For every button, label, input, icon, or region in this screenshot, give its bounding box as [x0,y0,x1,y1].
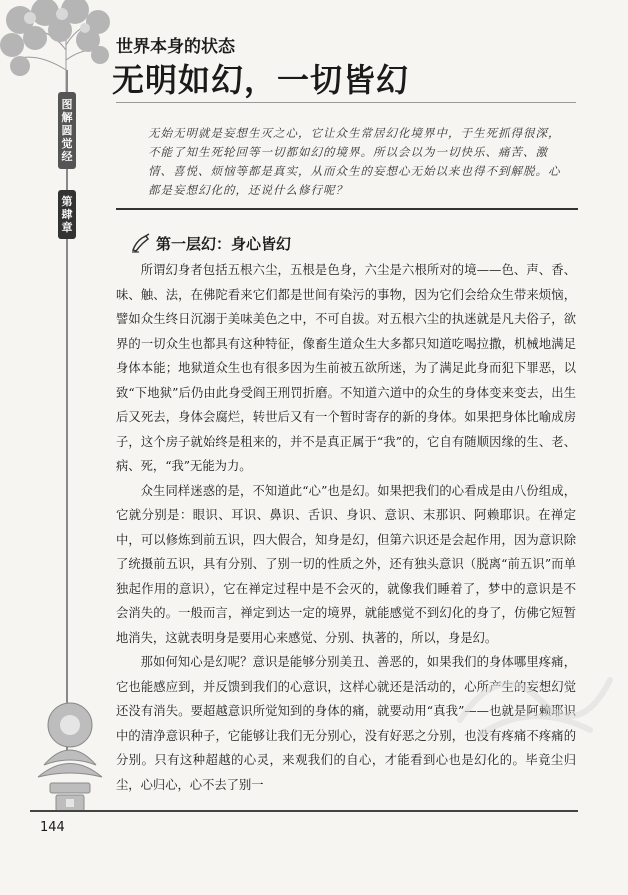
section-heading [130,232,291,254]
page-title: 无明如幻，一切皆幻 [112,61,410,99]
section-supertitle: 世界本身的状态 [116,37,235,57]
footer-divider [30,810,578,812]
watermark-graphic [440,640,620,750]
tree-ornament-icon [0,0,110,120]
chapter-tag: 第肆章 [58,190,76,239]
intro-paragraph: 无始无明就是妄想生灭之心，它让众生常居幻化境界中，于生死抓得很深，不能了知生死轮回等一切都如幻的境界。所以会以为一切快乐、痛苦、激情、喜悦、烦恼等都是真实，从而众生的妄想心无始以来也得不到解脱。心都是妄想幻化的，还说什么修行呢？ [148,126,561,197]
book-title-tag: 图解圆觉经 [58,92,76,169]
lotus-ornament-icon [30,695,110,815]
intro-divider [116,208,578,210]
title-divider [116,102,576,103]
side-vertical-line [66,70,68,760]
paragraph: 所谓幻身者包括五根六尘，五根是色身，六尘是六根所对的境——色、声、香、味、触、法，在佛陀看来它们都是世间有染污的事物，因为它们会给众生带来烦恼，譬如众生终日沉溺于美味美色之中，不可自拔。对五根六尘的执迷就是凡夫俗子，欲界的一切众生也都具有这种特征，像畜生道众生大多都只知道吃喝拉撒，机械地满足身体本能；地狱道众生也有很多因为生前被五欲所迷，为了满足此身而犯下罪恶，以致“下地狱”后仍由此身受阎王刑罚折磨。不知道六道中的众生的身体变来变去，出生后又死去，身体会腐烂，转世后又有一个暂时寄存的新的身体。如果把身体比喻成房子，这个房子就始终是租来的，并不是真正属于“我”的，它自有随顺因缘的生、老、病、死，“我”无能为力。 [116,263,576,473]
paragraph: 众生同样迷惑的是，不知道此“心”也是幻。如果把我们的心看成是由八份组成，它就分别是：眼识、耳识、鼻识、舌识、身识、意识、末那识、阿赖耶识。在禅定中，可以修炼到前五识，四大假合，知身是幻，但第六识还是会起作用，因为意识除了统摄前五识，具有分别、了别一切的性质之外，还有独头意识（脱离“前五识”而单独起作用的意识），它在禅定过程中是不会灭的，就像我们睡着了，梦中的意识是不会消失的。一般而言，禅定到达一定的境界，就能感觉不到幻化的身了，仿佛它短暂地消失，这就表明身是要用心来感觉、分别、执著的，所以，身是幻。 [116,483,576,645]
page-number: 144 [40,820,65,835]
hand-writing-icon [130,232,152,254]
section-heading-text: 第一层幻：身心皆幻 [156,234,292,253]
paragraph: 那如何知心是幻呢？意识是能够分别美丑、善恶的，如果我们的身体哪里疼痛，它也能感应到，并反馈到我们的心意识，这样心就还是活动的，心所产生的妄想幻觉还没有消失。要超越意识所觉知到的身体的痛，就要动用“真我”——也就是阿赖耶识中的清净意识种子，它能够让我们无分别心，没有好恶之分别，也没有疼痛不疼痛的分别。只有这种超越的心灵，来观我们的自心，才能看到心也是幻化的。毕竟尘归尘，心归心，心不去了别一 [116,655,576,792]
